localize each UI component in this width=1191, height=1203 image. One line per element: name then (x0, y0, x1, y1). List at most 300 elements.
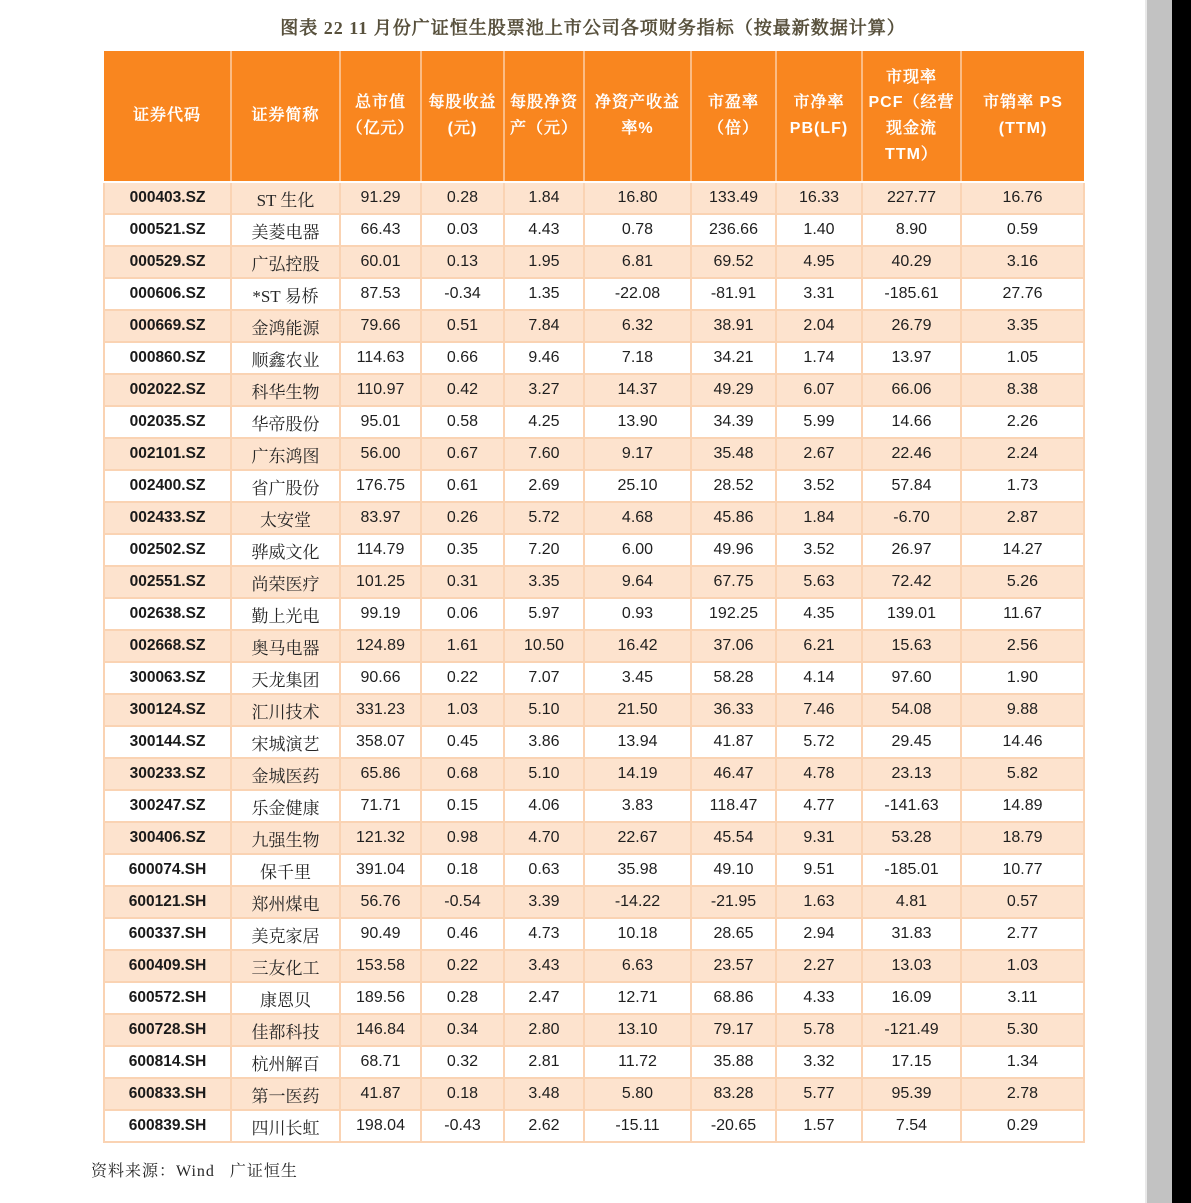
value-cell: 66.43 (340, 214, 421, 246)
security-code-cell: 300124.SZ (104, 694, 231, 726)
value-cell: 9.46 (504, 342, 584, 374)
value-cell: 1.63 (776, 886, 862, 918)
security-code-cell: 600409.SH (104, 950, 231, 982)
security-code-cell: 600833.SH (104, 1078, 231, 1110)
value-cell: 2.81 (504, 1046, 584, 1078)
value-cell: 10.50 (504, 630, 584, 662)
value-cell: 1.03 (961, 950, 1084, 982)
value-cell: 5.26 (961, 566, 1084, 598)
value-cell: 38.91 (691, 310, 776, 342)
table-row (104, 374, 1084, 406)
value-cell: 0.32 (421, 1046, 504, 1078)
security-name-cell: 尚荣医疗 (231, 566, 340, 598)
value-cell: 3.52 (776, 470, 862, 502)
table-caption: 图表 22 11 月份广证恒生股票池上市公司各项财务指标（按最新数据计算） (280, 18, 906, 38)
value-cell: 0.06 (421, 598, 504, 630)
value-cell: 9.51 (776, 854, 862, 886)
value-cell: 69.52 (691, 246, 776, 278)
value-cell: 0.63 (504, 854, 584, 886)
value-cell: 99.19 (340, 598, 421, 630)
security-name-cell: 汇川技术 (231, 694, 340, 726)
value-cell: 5.99 (776, 406, 862, 438)
value-cell: 0.66 (421, 342, 504, 374)
security-name-cell: 佳都科技 (231, 1014, 340, 1046)
value-cell: 5.77 (776, 1078, 862, 1110)
value-cell: 0.42 (421, 374, 504, 406)
table-row (104, 214, 1084, 246)
value-cell: 15.63 (862, 630, 961, 662)
table-row (104, 310, 1084, 342)
value-cell: 12.71 (584, 982, 691, 1014)
value-cell: 0.98 (421, 822, 504, 854)
value-cell: 95.01 (340, 406, 421, 438)
value-cell: 34.21 (691, 342, 776, 374)
value-cell: 4.35 (776, 598, 862, 630)
value-cell: -20.65 (691, 1110, 776, 1142)
security-code-cell: 002668.SZ (104, 630, 231, 662)
value-cell: 0.59 (961, 214, 1084, 246)
value-cell: 16.76 (961, 182, 1084, 214)
security-code-cell: 600121.SH (104, 886, 231, 918)
value-cell: 0.22 (421, 950, 504, 982)
value-cell: 2.78 (961, 1078, 1084, 1110)
value-cell: 72.42 (862, 566, 961, 598)
value-cell: 118.47 (691, 790, 776, 822)
value-cell: 6.81 (584, 246, 691, 278)
value-cell: 2.67 (776, 438, 862, 470)
value-cell: 114.63 (340, 342, 421, 374)
value-cell: 2.56 (961, 630, 1084, 662)
value-cell: 21.50 (584, 694, 691, 726)
security-name-cell: 郑州煤电 (231, 886, 340, 918)
security-code-cell: 002022.SZ (104, 374, 231, 406)
security-name-cell: 九强生物 (231, 822, 340, 854)
value-cell: 10.77 (961, 854, 1084, 886)
value-cell: 14.19 (584, 758, 691, 790)
value-cell: 4.95 (776, 246, 862, 278)
value-cell: 31.83 (862, 918, 961, 950)
value-cell: 7.07 (504, 662, 584, 694)
value-cell: 4.25 (504, 406, 584, 438)
security-name-cell: 乐金健康 (231, 790, 340, 822)
security-code-cell: 000403.SZ (104, 182, 231, 214)
value-cell: 65.86 (340, 758, 421, 790)
value-cell: 6.63 (584, 950, 691, 982)
value-cell: 2.62 (504, 1110, 584, 1142)
table-row (104, 758, 1084, 790)
security-name-cell: 三友化工 (231, 950, 340, 982)
value-cell: 3.39 (504, 886, 584, 918)
value-cell: 4.33 (776, 982, 862, 1014)
value-cell: 0.58 (421, 406, 504, 438)
value-cell: 8.90 (862, 214, 961, 246)
value-cell: 10.18 (584, 918, 691, 950)
security-name-cell: 保千里 (231, 854, 340, 886)
value-cell: 45.86 (691, 502, 776, 534)
table-row (104, 726, 1084, 758)
value-cell: 236.66 (691, 214, 776, 246)
value-cell: -0.54 (421, 886, 504, 918)
value-cell: 1.90 (961, 662, 1084, 694)
value-cell: 22.46 (862, 438, 961, 470)
value-cell: 41.87 (340, 1078, 421, 1110)
security-code-cell: 002638.SZ (104, 598, 231, 630)
value-cell: 0.61 (421, 470, 504, 502)
value-cell: 13.94 (584, 726, 691, 758)
value-cell: 0.18 (421, 854, 504, 886)
value-cell: 13.90 (584, 406, 691, 438)
value-cell: 3.43 (504, 950, 584, 982)
value-cell: 5.80 (584, 1078, 691, 1110)
table-row (104, 1046, 1084, 1078)
security-code-cell: 300144.SZ (104, 726, 231, 758)
table-row (104, 1110, 1084, 1142)
value-cell: 2.80 (504, 1014, 584, 1046)
value-cell: 14.66 (862, 406, 961, 438)
value-cell: 0.57 (961, 886, 1084, 918)
column-header: 每股净资产（元） (504, 51, 584, 182)
value-cell: 110.97 (340, 374, 421, 406)
security-name-cell: 广东鸿图 (231, 438, 340, 470)
table-row (104, 982, 1084, 1014)
value-cell: 3.27 (504, 374, 584, 406)
security-code-cell: 002400.SZ (104, 470, 231, 502)
security-name-cell: ST 生化 (231, 182, 340, 214)
security-code-cell: 000606.SZ (104, 278, 231, 310)
value-cell: -0.34 (421, 278, 504, 310)
value-cell: 16.33 (776, 182, 862, 214)
table-body (104, 182, 1084, 1142)
value-cell: 2.26 (961, 406, 1084, 438)
table-row (104, 1078, 1084, 1110)
value-cell: 5.10 (504, 758, 584, 790)
value-cell: -15.11 (584, 1110, 691, 1142)
table-row (104, 1014, 1084, 1046)
security-name-cell: 科华生物 (231, 374, 340, 406)
column-header: 证券简称 (231, 51, 340, 182)
value-cell: 40.29 (862, 246, 961, 278)
table-row (104, 886, 1084, 918)
financial-metrics-table (103, 51, 1085, 1143)
security-name-cell: 骅威文化 (231, 534, 340, 566)
value-cell: 9.17 (584, 438, 691, 470)
value-cell: 11.67 (961, 598, 1084, 630)
value-cell: 91.29 (340, 182, 421, 214)
security-name-cell: 杭州解百 (231, 1046, 340, 1078)
value-cell: 358.07 (340, 726, 421, 758)
value-cell: 54.08 (862, 694, 961, 726)
table-row (104, 406, 1084, 438)
security-name-cell: 美克家居 (231, 918, 340, 950)
security-code-cell: 300247.SZ (104, 790, 231, 822)
value-cell: -22.08 (584, 278, 691, 310)
table-row (104, 790, 1084, 822)
value-cell: 0.35 (421, 534, 504, 566)
table-row (104, 534, 1084, 566)
table-row (104, 278, 1084, 310)
column-header: 市盈率（倍） (691, 51, 776, 182)
value-cell: 4.73 (504, 918, 584, 950)
value-cell: 3.32 (776, 1046, 862, 1078)
value-cell: 5.97 (504, 598, 584, 630)
value-cell: 2.69 (504, 470, 584, 502)
security-name-cell: 美菱电器 (231, 214, 340, 246)
value-cell: 79.66 (340, 310, 421, 342)
value-cell: 5.10 (504, 694, 584, 726)
value-cell: -21.95 (691, 886, 776, 918)
value-cell: 1.61 (421, 630, 504, 662)
value-cell: -81.91 (691, 278, 776, 310)
value-cell: 90.49 (340, 918, 421, 950)
value-cell: 1.57 (776, 1110, 862, 1142)
security-code-cell: 000860.SZ (104, 342, 231, 374)
value-cell: 9.31 (776, 822, 862, 854)
value-cell: 87.53 (340, 278, 421, 310)
value-cell: 0.15 (421, 790, 504, 822)
value-cell: 56.76 (340, 886, 421, 918)
source-note: 资料来源：Wind 广证恒生 (91, 1163, 298, 1180)
value-cell: 114.79 (340, 534, 421, 566)
value-cell: 17.15 (862, 1046, 961, 1078)
value-cell: 29.45 (862, 726, 961, 758)
security-code-cell: 000521.SZ (104, 214, 231, 246)
value-cell: 176.75 (340, 470, 421, 502)
value-cell: 198.04 (340, 1110, 421, 1142)
security-code-cell: 002502.SZ (104, 534, 231, 566)
security-name-cell: 广弘控股 (231, 246, 340, 278)
value-cell: 45.54 (691, 822, 776, 854)
table-row (104, 950, 1084, 982)
value-cell: 3.11 (961, 982, 1084, 1014)
value-cell: 1.84 (776, 502, 862, 534)
value-cell: 60.01 (340, 246, 421, 278)
screen-edge (1172, 0, 1191, 1203)
security-name-cell: 宋城演艺 (231, 726, 340, 758)
value-cell: 6.32 (584, 310, 691, 342)
value-cell: 14.46 (961, 726, 1084, 758)
value-cell: 2.77 (961, 918, 1084, 950)
header-row (104, 51, 1084, 182)
value-cell: 26.79 (862, 310, 961, 342)
value-cell: 68.71 (340, 1046, 421, 1078)
column-header: 市净率 PB(LF) (776, 51, 862, 182)
value-cell: 71.71 (340, 790, 421, 822)
column-header: 每股收益(元) (421, 51, 504, 182)
table-row (104, 662, 1084, 694)
value-cell: 3.35 (961, 310, 1084, 342)
security-code-cell: 300406.SZ (104, 822, 231, 854)
value-cell: 5.30 (961, 1014, 1084, 1046)
security-code-cell: 000529.SZ (104, 246, 231, 278)
value-cell: 9.88 (961, 694, 1084, 726)
value-cell: 5.63 (776, 566, 862, 598)
value-cell: 1.74 (776, 342, 862, 374)
security-code-cell: 600839.SH (104, 1110, 231, 1142)
value-cell: 56.00 (340, 438, 421, 470)
value-cell: 14.37 (584, 374, 691, 406)
value-cell: 0.67 (421, 438, 504, 470)
column-header: 证券代码 (104, 51, 231, 182)
value-cell: 37.06 (691, 630, 776, 662)
value-cell: 67.75 (691, 566, 776, 598)
value-cell: 3.83 (584, 790, 691, 822)
table-row (104, 630, 1084, 662)
value-cell: -141.63 (862, 790, 961, 822)
security-name-cell: 奥马电器 (231, 630, 340, 662)
value-cell: 1.05 (961, 342, 1084, 374)
value-cell: 0.22 (421, 662, 504, 694)
value-cell: 6.07 (776, 374, 862, 406)
security-code-cell: 002035.SZ (104, 406, 231, 438)
value-cell: 3.48 (504, 1078, 584, 1110)
value-cell: 227.77 (862, 182, 961, 214)
table-row (104, 854, 1084, 886)
vertical-scrollbar[interactable] (1145, 0, 1172, 1203)
value-cell: 83.97 (340, 502, 421, 534)
value-cell: 16.09 (862, 982, 961, 1014)
security-name-cell: 天龙集团 (231, 662, 340, 694)
value-cell: 2.24 (961, 438, 1084, 470)
value-cell: 7.54 (862, 1110, 961, 1142)
value-cell: 0.45 (421, 726, 504, 758)
value-cell: 35.88 (691, 1046, 776, 1078)
value-cell: -0.43 (421, 1110, 504, 1142)
value-cell: 27.76 (961, 278, 1084, 310)
value-cell: 331.23 (340, 694, 421, 726)
value-cell: 0.18 (421, 1078, 504, 1110)
value-cell: 5.72 (776, 726, 862, 758)
value-cell: 3.35 (504, 566, 584, 598)
value-cell: 13.10 (584, 1014, 691, 1046)
value-cell: 97.60 (862, 662, 961, 694)
security-code-cell: 600074.SH (104, 854, 231, 886)
value-cell: 36.33 (691, 694, 776, 726)
security-name-cell: 华帝股份 (231, 406, 340, 438)
value-cell: 35.48 (691, 438, 776, 470)
value-cell: 5.78 (776, 1014, 862, 1046)
value-cell: 189.56 (340, 982, 421, 1014)
value-cell: 49.10 (691, 854, 776, 886)
value-cell: 25.10 (584, 470, 691, 502)
column-header: 净资产收益率% (584, 51, 691, 182)
value-cell: 53.28 (862, 822, 961, 854)
value-cell: 1.84 (504, 182, 584, 214)
security-code-cell: 600814.SH (104, 1046, 231, 1078)
value-cell: 68.86 (691, 982, 776, 1014)
value-cell: 49.96 (691, 534, 776, 566)
value-cell: 4.14 (776, 662, 862, 694)
value-cell: 79.17 (691, 1014, 776, 1046)
value-cell: 7.20 (504, 534, 584, 566)
value-cell: 13.97 (862, 342, 961, 374)
value-cell: 3.31 (776, 278, 862, 310)
value-cell: 1.73 (961, 470, 1084, 502)
value-cell: 3.52 (776, 534, 862, 566)
value-cell: -185.01 (862, 854, 961, 886)
table-row (104, 470, 1084, 502)
security-name-cell: 勤上光电 (231, 598, 340, 630)
value-cell: 49.29 (691, 374, 776, 406)
value-cell: 0.13 (421, 246, 504, 278)
value-cell: 28.65 (691, 918, 776, 950)
value-cell: 11.72 (584, 1046, 691, 1078)
security-name-cell: 康恩贝 (231, 982, 340, 1014)
security-code-cell: 600337.SH (104, 918, 231, 950)
security-code-cell: 300063.SZ (104, 662, 231, 694)
value-cell: 153.58 (340, 950, 421, 982)
value-cell: 4.68 (584, 502, 691, 534)
value-cell: 16.42 (584, 630, 691, 662)
value-cell: 83.28 (691, 1078, 776, 1110)
value-cell: 0.28 (421, 182, 504, 214)
value-cell: 121.32 (340, 822, 421, 854)
value-cell: 1.40 (776, 214, 862, 246)
value-cell: 13.03 (862, 950, 961, 982)
security-name-cell: 太安堂 (231, 502, 340, 534)
value-cell: 4.70 (504, 822, 584, 854)
value-cell: 16.80 (584, 182, 691, 214)
value-cell: 2.27 (776, 950, 862, 982)
value-cell: 1.03 (421, 694, 504, 726)
value-cell: 0.03 (421, 214, 504, 246)
security-code-cell: 002551.SZ (104, 566, 231, 598)
value-cell: 95.39 (862, 1078, 961, 1110)
value-cell: 23.57 (691, 950, 776, 982)
security-name-cell: 省广股份 (231, 470, 340, 502)
value-cell: 146.84 (340, 1014, 421, 1046)
value-cell: -121.49 (862, 1014, 961, 1046)
value-cell: 90.66 (340, 662, 421, 694)
value-cell: 0.68 (421, 758, 504, 790)
value-cell: 5.72 (504, 502, 584, 534)
value-cell: 41.87 (691, 726, 776, 758)
value-cell: 192.25 (691, 598, 776, 630)
value-cell: 26.97 (862, 534, 961, 566)
value-cell: -6.70 (862, 502, 961, 534)
report-page (103, 0, 1083, 1143)
value-cell: 0.28 (421, 982, 504, 1014)
security-code-cell: 002101.SZ (104, 438, 231, 470)
value-cell: 58.28 (691, 662, 776, 694)
column-header: 市销率 PS (TTM) (961, 51, 1084, 182)
value-cell: 0.34 (421, 1014, 504, 1046)
value-cell: 0.26 (421, 502, 504, 534)
value-cell: -14.22 (584, 886, 691, 918)
value-cell: 0.93 (584, 598, 691, 630)
value-cell: 139.01 (862, 598, 961, 630)
value-cell: 0.29 (961, 1110, 1084, 1142)
table-row (104, 694, 1084, 726)
column-header: 总市值（亿元） (340, 51, 421, 182)
value-cell: 1.34 (961, 1046, 1084, 1078)
value-cell: 22.67 (584, 822, 691, 854)
table-row (104, 566, 1084, 598)
value-cell: 133.49 (691, 182, 776, 214)
value-cell: 0.31 (421, 566, 504, 598)
value-cell: 1.95 (504, 246, 584, 278)
value-cell: 4.78 (776, 758, 862, 790)
value-cell: 2.87 (961, 502, 1084, 534)
value-cell: 23.13 (862, 758, 961, 790)
value-cell: 391.04 (340, 854, 421, 886)
security-code-cell: 000669.SZ (104, 310, 231, 342)
value-cell: 4.06 (504, 790, 584, 822)
value-cell: 0.51 (421, 310, 504, 342)
value-cell: 14.27 (961, 534, 1084, 566)
security-name-cell: 第一医药 (231, 1078, 340, 1110)
value-cell: 0.78 (584, 214, 691, 246)
value-cell: 5.82 (961, 758, 1084, 790)
